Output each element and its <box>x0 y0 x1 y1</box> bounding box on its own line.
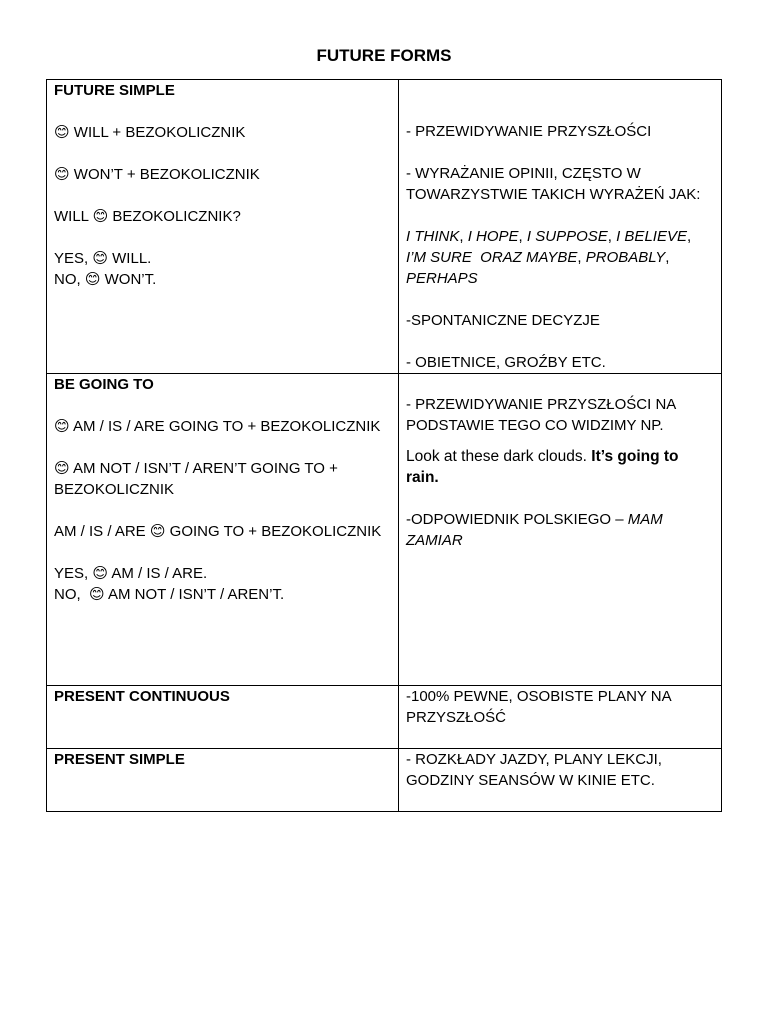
phrase: MAYBE <box>526 249 578 266</box>
table-row <box>47 749 722 812</box>
usage-item: - WYRAŻANIE OPINII, CZĘSTO W TOWARZYSTWIE TAKICH WYRAŻEŃ JAK: <box>406 165 701 203</box>
usage-cell <box>399 686 722 749</box>
form-affirmative: 😊 AM / IS / ARE GOING TO + BEZOKOLICZNIK <box>54 418 381 435</box>
table-row <box>47 374 722 686</box>
phrase-separator: , <box>518 228 527 245</box>
usage-item: - ROZKŁADY JAZDY, PLANY LEKCJI, GODZINY SEANSÓW W KINIE ETC. <box>406 751 662 789</box>
phrase: I THINK <box>406 228 460 245</box>
form-name: PRESENT CONTINUOUS <box>54 688 230 705</box>
form-answer-no: NO, 😊 WON’T. <box>54 271 157 288</box>
example-bold: It’s going to rain. <box>406 448 679 486</box>
table-row <box>47 686 722 749</box>
phrase: I BELIEVE <box>616 228 687 245</box>
phrase: PERHAPS <box>406 270 478 287</box>
example-plain: Look at these dark clouds. <box>406 448 592 465</box>
phrase-separator: , <box>686 228 692 245</box>
table-row <box>47 80 722 374</box>
example-sentence <box>406 446 714 488</box>
form-cell <box>47 749 399 812</box>
form-name: FUTURE SIMPLE <box>54 82 175 99</box>
usage-item: - OBIETNICE, GROŹBY ETC. <box>406 354 606 371</box>
phrase: I SUPPOSE <box>526 228 608 245</box>
phrase: PROBABLY <box>585 249 666 266</box>
usage-cell <box>399 374 722 686</box>
phrase: I HOPE <box>467 228 519 245</box>
usage-item: -SPONTANICZNE DECYZJE <box>406 312 600 329</box>
form-name: BE GOING TO <box>54 376 154 393</box>
usage-item: -100% PEWNE, OSOBISTE PLANY NA PRZYSZŁOŚĆ <box>406 688 671 726</box>
form-negative: 😊 AM NOT / ISN’T / AREN’T GOING TO + BEZOKOLICZNIK <box>54 460 338 498</box>
usage-item: - PRZEWIDYWANIE PRZYSZŁOŚCI NA PODSTAWIE TEGO CO WIDZIMY NP. <box>406 396 676 434</box>
usage-cell <box>399 80 722 374</box>
form-answer-yes: YES, 😊 AM / IS / ARE. <box>54 565 208 582</box>
usage-italic: MAM ZAMIAR <box>406 511 663 549</box>
form-affirmative: 😊 WILL + BEZOKOLICZNIK <box>54 124 246 141</box>
form-answer-yes: YES, 😊 WILL. <box>54 250 152 267</box>
form-question: WILL 😊 BEZOKOLICZNIK? <box>54 208 241 225</box>
form-cell <box>47 374 399 686</box>
usage-item: - PRZEWIDYWANIE PRZYSZŁOŚCI <box>406 123 652 140</box>
phrase: I’M SURE <box>406 249 472 266</box>
phrase-separator: , <box>665 249 670 266</box>
phrase-separator: , <box>459 228 468 245</box>
usage-item <box>406 509 714 551</box>
form-question: AM / IS / ARE 😊 GOING TO + BEZOKOLICZNIK <box>54 523 382 540</box>
phrase-separator: ORAZ <box>471 249 527 266</box>
form-negative: 😊 WON’T + BEZOKOLICZNIK <box>54 166 260 183</box>
form-name: PRESENT SIMPLE <box>54 751 185 768</box>
phrase-separator: , <box>607 228 617 245</box>
future-forms-table <box>46 79 722 812</box>
usage-phrases <box>406 226 714 289</box>
document-title: FUTURE FORMS <box>316 46 452 65</box>
form-cell <box>47 80 399 374</box>
form-answer-no: NO, 😊 AM NOT / ISN’T / AREN’T. <box>54 586 285 603</box>
usage-prefix: -ODPOWIEDNIK POLSKIEGO – <box>406 511 628 528</box>
phrase-separator: , <box>577 249 586 266</box>
form-cell <box>47 686 399 749</box>
usage-cell <box>399 749 722 812</box>
